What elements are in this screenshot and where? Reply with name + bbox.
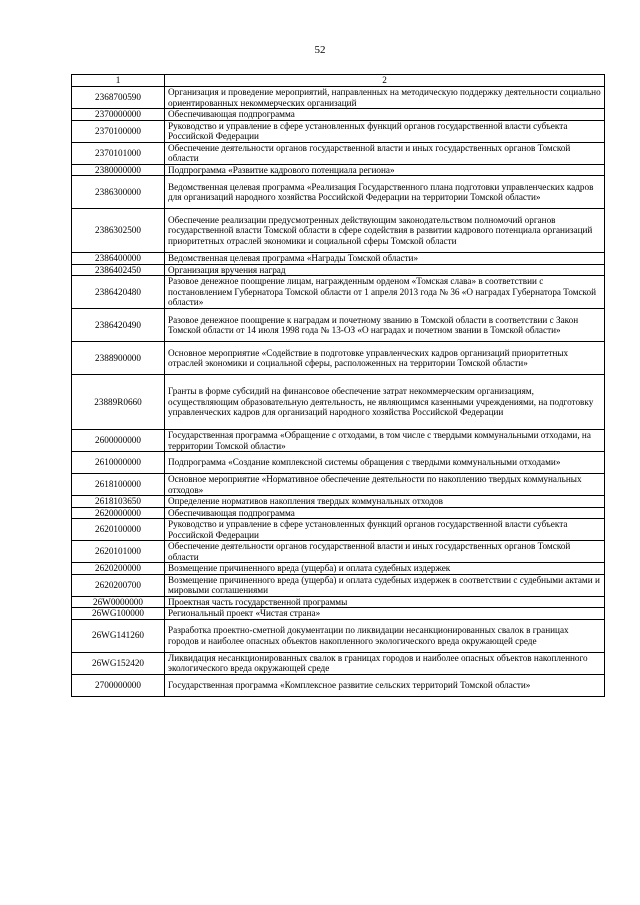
table-row [72,596,605,608]
row-name: Государственная программа «Комплексное развитие сельских территорий Томской области» [165,674,605,696]
table-row [72,276,605,309]
row-name: Возмещение причиненного вреда (ущерба) и оплата судебных издержек в соответствии с судебными актами и мировыми соглашениями [165,574,605,596]
row-code: 2386400000 [72,253,165,265]
row-name: Обеспечение деятельности органов государственной власти и иных государственных органов Томской области [165,142,605,164]
row-code: 2620200000 [72,563,165,575]
row-name: Ведомственная целевая программа «Реализация Государственного плана подготовки управленческих кадров для организаций народного хозяйства Российской Федерации на территории Томской области» [165,176,605,209]
table-row [72,652,605,674]
row-code: 2386300000 [72,176,165,209]
row-name: Основное мероприятие «Нормативное обеспечение деятельности по накоплению твердых коммунальных отходов» [165,474,605,496]
table-header-row [72,75,605,87]
row-code: 2368700590 [72,87,165,109]
row-name: Определение нормативов накопления твердых коммунальных отходов [165,496,605,508]
row-name: Разработка проектно-сметной документации по ликвидации несанкционированных свалок в границах городов и наиболее опасных объектов накопленного экологического вреда окружающей среде [165,619,605,652]
row-name: Проектная часть государственной программы [165,596,605,608]
row-name: Обеспечение реализации предусмотренных действующим законодательством полномочий органов государственной власти Томской области в сфере содействия в развитии кадрового потенциала организаций приоритетных отраслей экономики и социальной сферы Томской области [165,209,605,253]
row-code: 2386402450 [72,264,165,276]
row-code: 2618100000 [72,474,165,496]
row-name: Обеспечивающая подпрограмма [165,507,605,519]
row-code: 2370101000 [72,142,165,164]
row-code: 26W0000000 [72,596,165,608]
table-row [72,264,605,276]
row-code: 2600000000 [72,430,165,452]
table-row [72,176,605,209]
table-row [72,142,605,164]
row-name: Руководство и управление в сфере установленных функций органов государственной власти субъекта Российской Федерации [165,519,605,541]
budget-classification-table [71,74,605,697]
row-name: Организация и проведение мероприятий, направленных на методическую поддержку деятельности социально ориентированных некоммерческих организаций [165,87,605,109]
table-row [72,452,605,474]
table-row [72,375,605,430]
table-row [72,253,605,265]
table-row [72,430,605,452]
table-row [72,608,605,620]
table-row [72,619,605,652]
row-code: 26WG100000 [72,608,165,620]
row-name: Руководство и управление в сфере установленных функций органов государственной власти субъекта Российской Федерации [165,120,605,142]
row-code: 2386420480 [72,276,165,309]
row-name: Обеспечивающая подпрограмма [165,109,605,121]
table-row [72,342,605,375]
row-name: Разовое денежное поощрение к наградам и почетному званию в Томской области в соответствии с Закон Томской области от 14 июля 1998 года № 13-ОЗ «О наградах и почетном звании в Томской области» [165,309,605,342]
row-code: 26WG141260 [72,619,165,652]
table-row [72,519,605,541]
row-name: Основное мероприятие «Содействие в подготовке управленческих кадров организаций приоритетных отраслей экономики и социальной сферы, расположенных на территории Томской области» [165,342,605,375]
row-code: 2386420490 [72,309,165,342]
row-code: 2618103650 [72,496,165,508]
table-row [72,120,605,142]
table-row [72,209,605,253]
row-name: Организация вручения наград [165,264,605,276]
row-code: 2620000000 [72,507,165,519]
table-row [72,309,605,342]
table-row [72,496,605,508]
row-code: 2370000000 [72,109,165,121]
row-name: Подпрограмма «Развитие кадрового потенциала региона» [165,164,605,176]
row-name: Региональный проект «Чистая страна» [165,608,605,620]
page-number: 52 [314,44,326,56]
row-name: Возмещение причиненного вреда (ущерба) и оплата судебных издержек [165,563,605,575]
row-code: 23889R0660 [72,375,165,430]
row-code: 2700000000 [72,674,165,696]
header-column-1: 1 [72,75,165,87]
row-code: 2620200700 [72,574,165,596]
table-row [72,109,605,121]
row-name: Гранты в форме субсидий на финансовое обеспечение затрат некоммерческим организациям, осуществляющим образовательную деятельность, не являющимся казенными учреждениями, на подготовку управленческих кадров для организаций народного хозяйства Российской Федерации [165,375,605,430]
row-name: Ликвидация несанкционированных свалок в границах городов и наиболее опасных объектов накопленного экологического вреда окружающей среде [165,652,605,674]
table-row [72,563,605,575]
row-code: 2610000000 [72,452,165,474]
table-row [72,574,605,596]
table-row [72,474,605,496]
row-code: 2380000000 [72,164,165,176]
table-row [72,674,605,696]
table-body [72,75,605,697]
row-name: Разовое денежное поощрение лицам, награжденным орденом «Томская слава» в соответствии с постановлением Губернатора Томской области от 1 апреля 2013 года № 36 «О наградах Губернатора Томской области» [165,276,605,309]
table-row [72,164,605,176]
row-name: Ведомственная целевая программа «Награды Томской области» [165,253,605,265]
table-row [72,541,605,563]
row-code: 2620101000 [72,541,165,563]
row-code: 2620100000 [72,519,165,541]
row-name: Подпрограмма «Создание комплексной системы обращения с твердыми коммунальными отходами» [165,452,605,474]
header-column-2: 2 [165,75,605,87]
row-code: 26WG152420 [72,652,165,674]
row-name: Государственная программа «Обращение с отходами, в том числе с твердыми коммунальными отходами, на территории Томской области» [165,430,605,452]
table-row [72,507,605,519]
row-code: 2388900000 [72,342,165,375]
row-name: Обеспечение деятельности органов государственной власти и иных государственных органов Томской области [165,541,605,563]
row-code: 2386302500 [72,209,165,253]
table-row [72,87,605,109]
row-code: 2370100000 [72,120,165,142]
